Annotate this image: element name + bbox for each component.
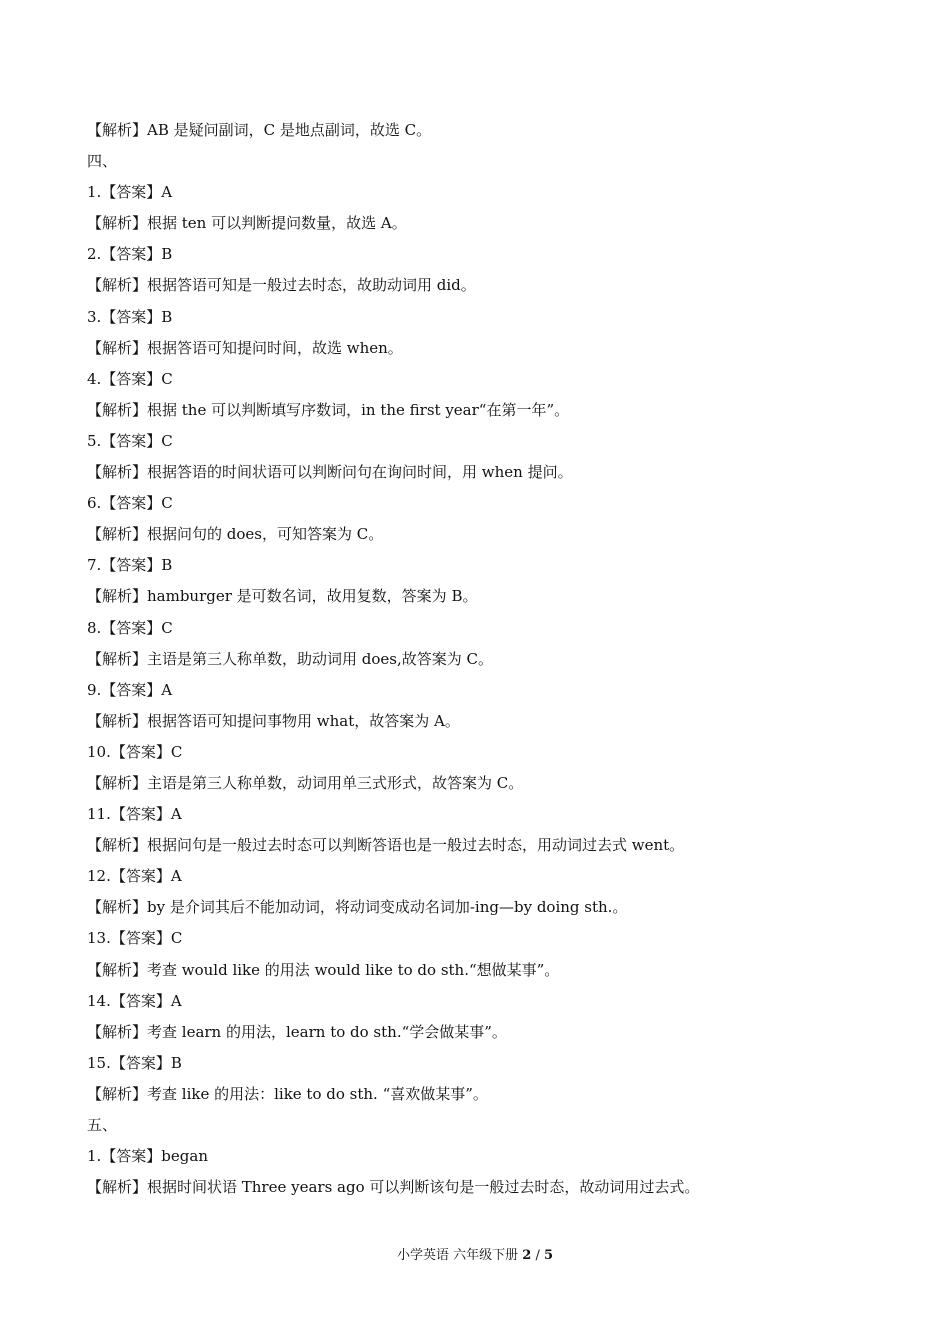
page-current: 2 (522, 1248, 532, 1263)
text-line: 【解析】根据问句是一般过去时态可以判断答语也是一般过去时态，用动词过去式 went。 (87, 836, 685, 855)
text-line: 2.【答案】B (87, 245, 173, 264)
text-line: 【解析】根据时间状语 Three years ago 可以判断该句是一般过去时态，故动词用过去式。 (87, 1178, 700, 1197)
text-line: 【解析】根据 ten 可以判断提问数量，故选 A。 (87, 214, 407, 233)
text-line: 五、 (87, 1116, 118, 1134)
footer-label: 小学英语 六年级下册 (396, 1248, 519, 1263)
text-line: 9.【答案】A (87, 680, 173, 699)
text-line: 10.【答案】C (87, 742, 183, 761)
text-line: 【解析】根据答语可知提问事物用 what，故答案为 A。 (87, 711, 460, 730)
text-line: 5.【答案】C (87, 431, 173, 450)
text-line: 【解析】hamburger 是可数名词，故用复数，答案为 B。 (87, 587, 478, 606)
text-line: 【解析】主语是第三人称单数，助动词用 does,故答案为 C。 (87, 649, 493, 668)
text-line: 1.【答案】A (87, 183, 173, 202)
text-line: 【解析】by 是介词其后不能加动词，将动词变成动名词加-ing—by doing sth.。 (87, 898, 628, 917)
text-line: 【解析】根据答语的时间状语可以判断问句在询问时间，用 when 提问。 (87, 463, 573, 482)
text-line: 4.【答案】C (87, 369, 173, 388)
text-line: 12.【答案】A (87, 867, 182, 886)
text-line: 14.【答案】A (87, 991, 182, 1010)
text-line: 1.【答案】began (87, 1147, 208, 1166)
page-total: 5 (543, 1248, 554, 1263)
text-line: 【解析】根据 the 可以判断填写序数词，in the first year“在第一年”。 (87, 400, 570, 419)
text-line: 【解析】根据答语可知提问时间，故选 when。 (87, 338, 403, 357)
text-line: 8.【答案】C (87, 618, 173, 637)
text-line: 【解析】根据问句的 does，可知答案为 C。 (87, 525, 384, 544)
text-line: 【解析】主语是第三人称单数，动词用单三式形式，故答案为 C。 (87, 773, 524, 792)
page-footer (0, 1244, 950, 1263)
text-line: 3.【答案】B (87, 307, 173, 326)
answer-content (87, 115, 887, 1203)
text-line: 7.【答案】B (87, 556, 173, 575)
text-line: 四、 (87, 152, 118, 171)
page-separator: / (535, 1248, 540, 1263)
text-line: 11.【答案】A (87, 805, 182, 824)
text-line: 【解析】AB 是疑问副词，C 是地点副词，故选 C。 (87, 121, 432, 139)
text-line: 【解析】考查 like 的用法：like to do sth. “喜欢做某事”。 (87, 1084, 488, 1103)
text-line: 【解析】根据答语可知是一般过去时态，故助动词用 did。 (87, 276, 476, 295)
text-line: 6.【答案】C (87, 494, 173, 513)
text-line: 【解析】考查 would like 的用法 would like to do sth.“想做某事”。 (87, 960, 560, 979)
text-line: 13.【答案】C (87, 929, 183, 948)
text-line: 【解析】考查 learn 的用法，learn to do sth.“学会做某事”。 (87, 1022, 507, 1041)
text-line: 15.【答案】B (87, 1053, 182, 1072)
